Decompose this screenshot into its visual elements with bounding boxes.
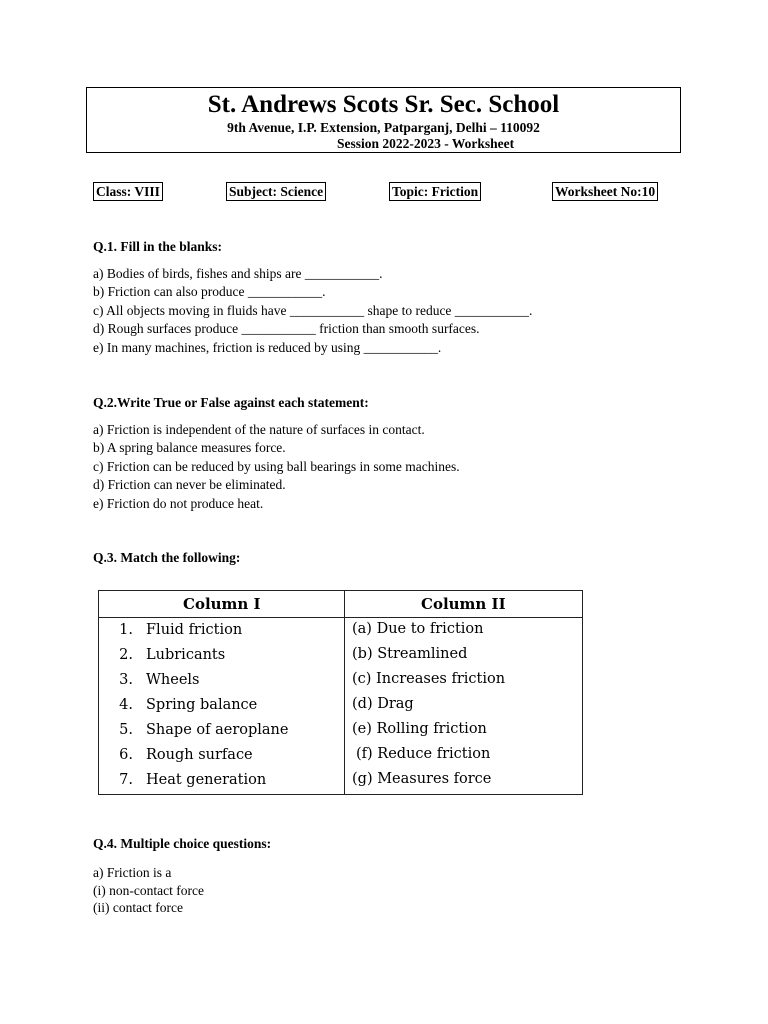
subject-label: Subject: Science (226, 182, 326, 201)
row-number: 3. (119, 672, 133, 688)
q2-list (93, 421, 460, 513)
q4-heading: Q.4. Multiple choice questions: (93, 836, 272, 851)
q2-item: b) A spring balance measures force. (93, 440, 286, 456)
q1-item: e) In many machines, friction is reduced by using ___________. (93, 339, 442, 355)
session-label: Session 2022-2023 - Worksheet (337, 136, 515, 151)
topic-label: Topic: Friction (389, 182, 481, 201)
class-label: Class: VIII (93, 182, 163, 201)
column-1-header: Column I (183, 595, 261, 613)
column-2-item: (d) Drag (352, 696, 414, 712)
match-table (98, 590, 583, 795)
row-number: 5. (119, 722, 133, 738)
q4-list (93, 864, 204, 917)
column-1-item: Fluid friction (146, 622, 243, 638)
q4-item: a) Friction is a (93, 865, 172, 880)
row-number: 7. (119, 772, 133, 788)
q4-option: (ii) contact force (93, 900, 183, 915)
column-2-item: (e) Rolling friction (352, 721, 487, 737)
school-header (86, 87, 681, 153)
q3-heading: Q.3. Match the following: (93, 550, 241, 565)
q1-item: d) Rough surfaces produce ___________ friction than smooth surfaces. (93, 321, 480, 337)
q2-item: a) Friction is independent of the nature of surfaces in contact. (93, 422, 425, 437)
school-name: St. Andrews Scots Sr. Sec. School (207, 91, 560, 118)
column-2-item: (a) Due to friction (352, 621, 484, 637)
column-2-item: (c) Increases friction (352, 671, 506, 687)
column-2-item: (g) Measures force (352, 771, 492, 787)
q4-option: (i) non-contact force (93, 882, 204, 898)
row-number: 4. (119, 697, 133, 713)
q1-item: c) All objects moving in fluids have ___________ shape to reduce ___________. (93, 302, 533, 318)
worksheet-info-row (0, 182, 768, 202)
worksheet-number: Worksheet No:10 (552, 182, 658, 201)
q2-item: d) Friction can never be eliminated. (93, 477, 286, 493)
column-2-header: Column II (421, 595, 506, 613)
q1-item: a) Bodies of birds, fishes and ships are ___________. (93, 266, 383, 281)
column-2-item: (f) Reduce friction (356, 746, 491, 762)
column-1-item: Rough surface (146, 747, 253, 763)
q1-list (93, 265, 532, 357)
row-number: 2. (119, 647, 133, 663)
school-address: 9th Avenue, I.P. Extension, Patparganj, Delhi – 110092 (227, 120, 540, 135)
column-1-item: Spring balance (146, 697, 258, 713)
q1-item: b) Friction can also produce ___________. (93, 284, 326, 300)
column-divider (344, 591, 345, 794)
column-1-item: Lubricants (146, 647, 226, 663)
q1-heading: Q.1. Fill in the blanks: (93, 239, 223, 254)
header-divider (99, 617, 582, 618)
q2-item: e) Friction do not produce heat. (93, 495, 264, 511)
column-1-item: Wheels (146, 672, 200, 688)
row-number: 6. (119, 747, 133, 763)
column-2-item: (b) Streamlined (352, 646, 468, 662)
q2-heading: Q.2.Write True or False against each statement: (93, 395, 369, 410)
row-number: 1. (119, 622, 133, 638)
column-1-item: Heat generation (146, 772, 267, 788)
column-1-item: Shape of aeroplane (146, 722, 289, 738)
q2-item: c) Friction can be reduced by using ball bearings in some machines. (93, 458, 460, 474)
